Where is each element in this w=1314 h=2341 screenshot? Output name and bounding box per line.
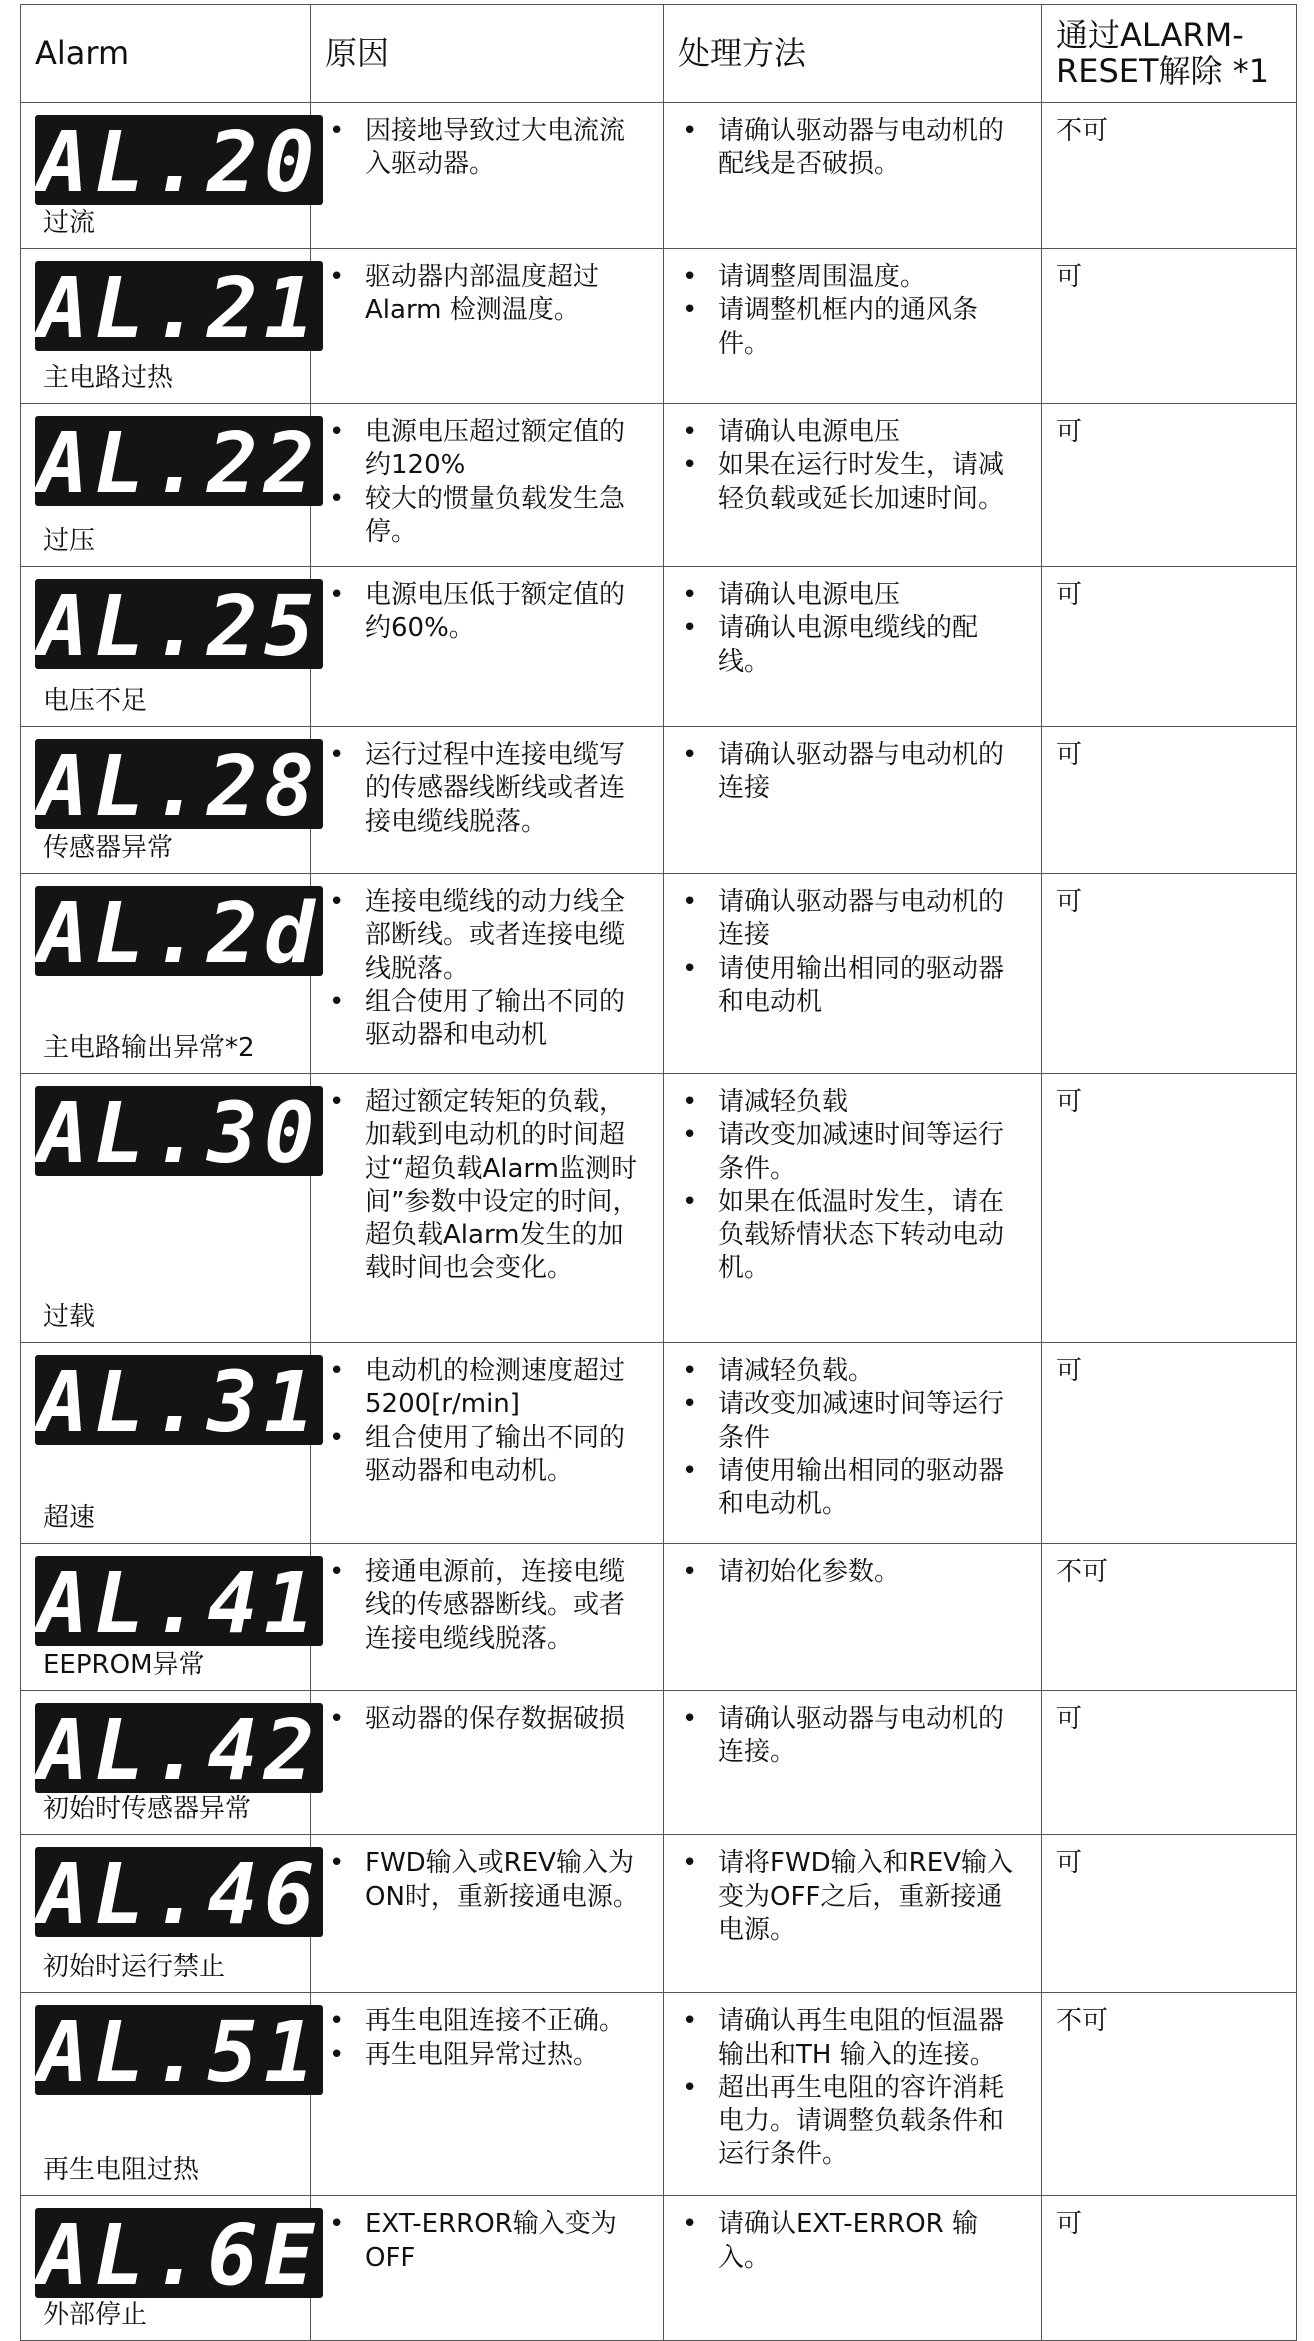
action-item: • 超出再生电阻的容许消耗电力。请调整负载条件和运行条件。 bbox=[678, 2072, 1027, 2172]
action-cell bbox=[664, 1343, 1042, 1544]
reset-cell: 可 bbox=[1042, 874, 1297, 1074]
alarm-code-display bbox=[35, 416, 323, 506]
action-cell bbox=[664, 103, 1042, 249]
alarm-name: 初始时运行禁止 bbox=[43, 1952, 226, 1982]
alarm-cell bbox=[21, 2196, 321, 2341]
alarm-code-display bbox=[35, 2208, 323, 2298]
alarm-row bbox=[21, 1343, 1297, 1544]
header-row bbox=[21, 5, 1297, 103]
action-list bbox=[678, 1086, 1027, 1286]
alarm-code-display bbox=[35, 261, 323, 351]
cause-item: • 接通电源前，连接电缆线的传感器断线。或者连接电缆线脱落。 bbox=[325, 1556, 649, 1656]
alarm-cell bbox=[21, 567, 321, 727]
cause-item: • 再生电阻连接不正确。 bbox=[325, 2005, 649, 2038]
reset-cell: 可 bbox=[1042, 404, 1297, 567]
cause-item: • 超过额定转矩的负载，加载到电动机的时间超过“超负载Alarm监测时间”参数中设定的时间，超负载Alarm发生的加载时间也会变化。 bbox=[325, 1086, 649, 1286]
alarm-name: 电压不足 bbox=[43, 685, 148, 716]
cause-item: • 电源电压低于额定值的约60%。 bbox=[325, 579, 649, 646]
alarm-cell-inner bbox=[35, 1355, 321, 1535]
alarm-cell bbox=[21, 1691, 321, 1835]
action-item: • 如果在低温时发生，请在负载矫情状态下转动电动机。 bbox=[678, 1186, 1027, 1286]
alarm-row bbox=[21, 567, 1297, 727]
cause-item: • EXT-ERROR输入变为OFF bbox=[325, 2208, 649, 2275]
action-list bbox=[678, 1703, 1027, 1770]
cause-list bbox=[325, 739, 649, 839]
alarm-row bbox=[21, 1993, 1297, 2196]
action-item: • 请减轻负载。 bbox=[678, 1355, 1027, 1388]
cause-item: • 组合使用了输出不同的驱动器和电动机。 bbox=[325, 1422, 649, 1489]
alarm-name: 过压 bbox=[43, 525, 96, 556]
cause-list bbox=[325, 2208, 649, 2275]
alarm-name: 传感器异常 bbox=[43, 832, 174, 863]
reset-cell: 可 bbox=[1042, 249, 1297, 404]
reset-cell: 可 bbox=[1042, 2196, 1297, 2341]
alarm-code-display bbox=[35, 886, 323, 976]
cause-list bbox=[325, 579, 649, 646]
action-item: • 请调整机框内的通风条件。 bbox=[678, 294, 1027, 361]
reset-cell: 可 bbox=[1042, 727, 1297, 874]
cause-cell bbox=[311, 567, 664, 727]
cause-list bbox=[325, 1703, 649, 1736]
cause-cell bbox=[311, 249, 664, 404]
alarm-cell-inner bbox=[35, 739, 321, 865]
cause-cell bbox=[311, 103, 664, 249]
alarm-cell bbox=[21, 404, 321, 567]
alarm-cell-inner bbox=[35, 416, 321, 558]
alarm-code-text: AL.42 bbox=[37, 1703, 321, 1793]
action-list bbox=[678, 739, 1027, 806]
header-alarm: Alarm bbox=[21, 5, 311, 103]
header-cause: 原因 bbox=[311, 5, 664, 103]
reset-cell: 不可 bbox=[1042, 103, 1297, 249]
action-item: • 请减轻负载 bbox=[678, 1086, 1027, 1119]
action-cell bbox=[664, 1993, 1042, 2196]
cause-cell bbox=[311, 1835, 664, 1993]
cause-item: • 驱动器的保存数据破损 bbox=[325, 1703, 649, 1736]
action-item: • 请确认驱动器与电动机的配线是否破损。 bbox=[678, 115, 1027, 182]
action-item: • 请确认驱动器与电动机的连接 bbox=[678, 886, 1027, 953]
cause-item: • 电动机的检测速度超过5200[r/min] bbox=[325, 1355, 649, 1422]
action-list bbox=[678, 2005, 1027, 2171]
alarm-code-text: AL.30 bbox=[37, 1086, 321, 1176]
alarm-code-text: AL.25 bbox=[37, 579, 321, 669]
cause-item: • 连接电缆线的动力线全部断线。或者连接电缆线脱落。 bbox=[325, 886, 649, 986]
cause-cell bbox=[311, 727, 664, 874]
action-cell bbox=[664, 1691, 1042, 1835]
alarm-cell-inner bbox=[35, 1556, 321, 1682]
header-action: 处理方法 bbox=[664, 5, 1042, 103]
alarm-code-text: AL.6E bbox=[37, 2208, 321, 2299]
action-cell bbox=[664, 249, 1042, 404]
action-item: • 请改变加减速时间等运行条件 bbox=[678, 1388, 1027, 1455]
alarm-code-display bbox=[35, 115, 323, 205]
alarm-name: 过流 bbox=[43, 207, 96, 238]
alarm-row bbox=[21, 2196, 1297, 2341]
reset-cell: 可 bbox=[1042, 1835, 1297, 1993]
cause-cell bbox=[311, 874, 664, 1074]
action-list bbox=[678, 1556, 1027, 1589]
action-item: • 请确认电源电压 bbox=[678, 416, 1027, 449]
header-reset-line1: 通过ALARM- bbox=[1056, 15, 1244, 54]
alarm-row bbox=[21, 1074, 1297, 1343]
action-list bbox=[678, 416, 1027, 516]
cause-item: • 因接地导致过大电流流入驱动器。 bbox=[325, 115, 649, 182]
alarm-code-text: AL.31 bbox=[37, 1355, 321, 1445]
alarm-code-text: AL.41 bbox=[37, 1556, 321, 1646]
reset-cell: 可 bbox=[1042, 1343, 1297, 1544]
cause-list bbox=[325, 261, 649, 328]
alarm-row bbox=[21, 1691, 1297, 1835]
alarm-cell bbox=[21, 1343, 321, 1544]
alarm-cell-inner bbox=[35, 886, 321, 1065]
cause-list bbox=[325, 2005, 649, 2072]
reset-cell: 不可 bbox=[1042, 1993, 1297, 2196]
alarm-cell bbox=[21, 249, 321, 404]
alarm-name: 外部停止 bbox=[43, 2300, 148, 2330]
cause-cell bbox=[311, 1993, 664, 2196]
cause-item: • 再生电阻异常过热。 bbox=[325, 2039, 649, 2072]
alarm-code-display bbox=[35, 1355, 323, 1445]
action-cell bbox=[664, 1074, 1042, 1343]
cause-item: • 运行过程中连接电缆写的传感器线断线或者连接电缆线脱落。 bbox=[325, 739, 649, 839]
cause-cell bbox=[311, 1544, 664, 1691]
reset-cell: 可 bbox=[1042, 1074, 1297, 1343]
header-reset-line2: RESET解除 *1 bbox=[1056, 51, 1270, 90]
cause-list bbox=[325, 1556, 649, 1656]
alarm-name: 再生电阻过热 bbox=[43, 2155, 200, 2185]
action-item: • 如果在运行时发生，请减轻负载或延长加速时间。 bbox=[678, 449, 1027, 516]
cause-item: • 组合使用了输出不同的驱动器和电动机 bbox=[325, 986, 649, 1053]
alarm-cell bbox=[21, 1074, 321, 1343]
cause-list bbox=[325, 1086, 649, 1286]
alarm-cell-inner bbox=[35, 115, 321, 240]
alarm-name: 主电路输出异常*2 bbox=[43, 1032, 255, 1063]
cause-cell bbox=[311, 1074, 664, 1343]
action-list bbox=[678, 2208, 1027, 2275]
action-cell bbox=[664, 1835, 1042, 1993]
action-item: • 请使用输出相同的驱动器和电动机。 bbox=[678, 1455, 1027, 1522]
alarm-row bbox=[21, 1835, 1297, 1993]
alarm-cell-inner bbox=[35, 579, 321, 718]
action-item: • 请确认驱动器与电动机的连接。 bbox=[678, 1703, 1027, 1770]
alarm-code-display bbox=[35, 1556, 323, 1646]
action-list bbox=[678, 579, 1027, 679]
alarm-row bbox=[21, 874, 1297, 1074]
action-item: • 请确认驱动器与电动机的连接 bbox=[678, 739, 1027, 806]
alarm-code-text: AL.51 bbox=[37, 2005, 321, 2096]
alarm-cell bbox=[21, 874, 321, 1074]
cause-list bbox=[325, 115, 649, 182]
action-list bbox=[678, 1847, 1027, 1947]
action-cell bbox=[664, 1544, 1042, 1691]
alarm-cell bbox=[21, 103, 321, 249]
alarm-row bbox=[21, 1544, 1297, 1691]
action-list bbox=[678, 261, 1027, 361]
action-item: • 请确认电源电缆线的配线。 bbox=[678, 612, 1027, 679]
alarm-cell-inner bbox=[35, 1086, 321, 1334]
alarm-row bbox=[21, 103, 1297, 249]
cause-list bbox=[325, 1355, 649, 1488]
alarm-cell bbox=[21, 1993, 321, 2196]
cause-list bbox=[325, 1847, 649, 1914]
action-item: • 请初始化参数。 bbox=[678, 1556, 1027, 1589]
alarm-row bbox=[21, 249, 1297, 404]
reset-cell: 可 bbox=[1042, 1691, 1297, 1835]
alarm-code-display bbox=[35, 579, 323, 669]
alarm-cell-inner bbox=[35, 2208, 321, 2332]
alarm-cell-inner bbox=[35, 2005, 321, 2187]
alarm-code-display bbox=[35, 739, 323, 829]
alarm-code-text: AL.28 bbox=[37, 739, 321, 829]
action-item: • 请确认EXT-ERROR 输入。 bbox=[678, 2208, 1027, 2275]
alarm-code-display bbox=[35, 1703, 323, 1793]
alarm-table bbox=[20, 4, 1297, 2341]
action-item: • 请使用输出相同的驱动器和电动机 bbox=[678, 953, 1027, 1020]
action-cell bbox=[664, 874, 1042, 1074]
alarm-code-text: AL.2d bbox=[37, 886, 321, 976]
alarm-name: 主电路过热 bbox=[43, 362, 174, 393]
action-cell bbox=[664, 404, 1042, 567]
cause-cell bbox=[311, 404, 664, 567]
cause-item: • 电源电压超过额定值的约120% bbox=[325, 416, 649, 483]
cause-item: • FWD输入或REV输入为ON时，重新接通电源。 bbox=[325, 1847, 649, 1914]
alarm-code-text: AL.46 bbox=[37, 1847, 321, 1938]
alarm-name: EEPROM异常 bbox=[43, 1649, 205, 1680]
action-list bbox=[678, 115, 1027, 182]
action-item: • 请确认电源电压 bbox=[678, 579, 1027, 612]
action-cell bbox=[664, 2196, 1042, 2341]
alarm-cell bbox=[21, 1544, 321, 1691]
alarm-table-body bbox=[21, 103, 1297, 2341]
alarm-code-text: AL.20 bbox=[37, 115, 321, 205]
alarm-code-display bbox=[35, 1847, 323, 1937]
header-reset bbox=[1042, 5, 1297, 103]
cause-item: • 较大的惯量负载发生急停。 bbox=[325, 483, 649, 550]
alarm-code-text: AL.21 bbox=[37, 261, 321, 351]
action-item: • 请将FWD输入和REV输入变为OFF之后，重新接通电源。 bbox=[678, 1847, 1027, 1947]
action-cell bbox=[664, 727, 1042, 874]
alarm-cell-inner bbox=[35, 1847, 321, 1984]
alarm-code-display bbox=[35, 2005, 323, 2095]
alarm-cell-inner bbox=[35, 1703, 321, 1826]
alarm-cell bbox=[21, 1835, 321, 1993]
action-item: • 请改变加减速时间等运行条件。 bbox=[678, 1119, 1027, 1186]
alarm-name: 超速 bbox=[43, 1502, 96, 1533]
cause-item: • 驱动器内部温度超过Alarm 检测温度。 bbox=[325, 261, 649, 328]
action-list bbox=[678, 1355, 1027, 1521]
reset-cell: 可 bbox=[1042, 567, 1297, 727]
alarm-cell bbox=[21, 727, 321, 874]
action-item: • 请调整周围温度。 bbox=[678, 261, 1027, 294]
cause-list bbox=[325, 886, 649, 1052]
cause-list bbox=[325, 416, 649, 549]
alarm-code-display bbox=[35, 1086, 323, 1176]
alarm-row bbox=[21, 727, 1297, 874]
reset-cell: 不可 bbox=[1042, 1544, 1297, 1691]
alarm-name: 过载 bbox=[43, 1301, 96, 1332]
alarm-code-text: AL.22 bbox=[37, 416, 321, 506]
action-list bbox=[678, 886, 1027, 1019]
cause-cell bbox=[311, 1691, 664, 1835]
action-item: • 请确认再生电阻的恒温器输出和TH 输入的连接。 bbox=[678, 2005, 1027, 2072]
alarm-row bbox=[21, 404, 1297, 567]
alarm-name: 初始时传感器异常 bbox=[43, 1794, 252, 1824]
alarm-cell-inner bbox=[35, 261, 321, 395]
cause-cell bbox=[311, 2196, 664, 2341]
cause-cell bbox=[311, 1343, 664, 1544]
action-cell bbox=[664, 567, 1042, 727]
